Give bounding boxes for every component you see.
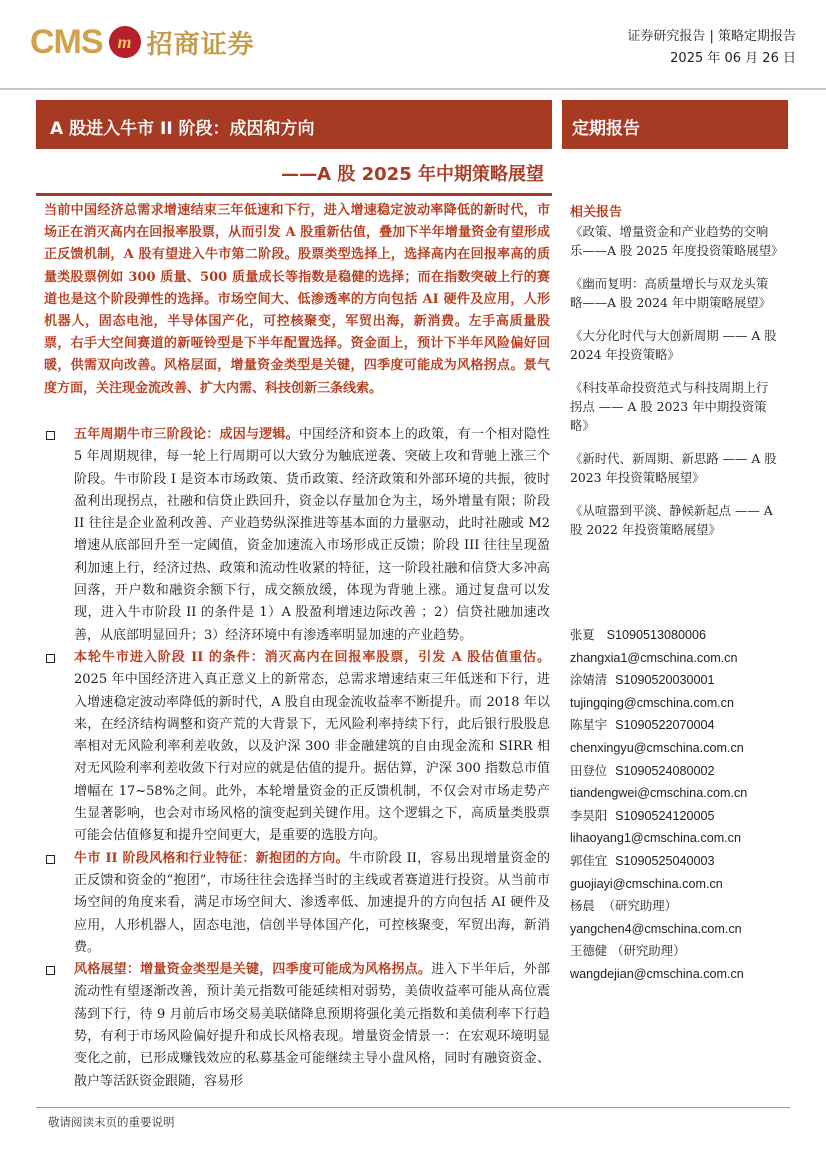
related-report-link[interactable]: 《科技革命投资范式与科技周期上行拐点 —— A 股 2023 年中期投资策略》 [570, 380, 769, 433]
header-divider [0, 88, 826, 90]
report-type: 证券研究报告 | 策略定期报告 [627, 29, 796, 44]
bullet-item [44, 848, 550, 959]
analyst-row [570, 805, 790, 828]
analyst-name: 张夏 [570, 627, 595, 642]
analyst-id: S1090525040003 [615, 853, 715, 868]
bullet-list [44, 424, 550, 1093]
analyst-name: 陈星宇 [570, 717, 608, 733]
analyst-email[interactable]: wangdejian@cmschina.com.cn [570, 966, 744, 981]
bullet-lead: 牛市 II 阶段风格和行业特征：新抱团的方向。 [74, 850, 349, 866]
analyst-list [570, 624, 790, 986]
analyst-email[interactable]: tiandengwei@cmschina.com.cn [570, 786, 748, 801]
analyst-role: （研究助理） [611, 943, 686, 959]
analyst-email[interactable]: tujingqing@cmschina.com.cn [570, 695, 734, 710]
analyst-name: 李昊阳 [570, 807, 608, 823]
analyst-name: 郭佳宜 [570, 852, 608, 868]
bullet-lead: 本轮牛市进入阶段 II 的条件：消灭高内在回报率股票，引发 A 股估值重估。 [74, 649, 550, 665]
analyst-id: S1090524080002 [615, 763, 715, 778]
related-reports-title: 相关报告 [570, 205, 623, 220]
analyst-id: S1090513080006 [606, 628, 707, 642]
checkbox-bullet-icon [46, 855, 55, 864]
analyst-email[interactable]: zhangxia1@cmschina.com.cn [570, 650, 738, 665]
bullet-item [44, 647, 550, 848]
bullet-lead: 五年周期牛市三阶段论：成因与逻辑。 [74, 427, 299, 442]
logo-cms-text: CMS [30, 22, 103, 61]
bullet-lead: 风格展望：增量资金类型是关键，四季度可能成为风格拐点。 [74, 962, 432, 978]
bullet-body: 进入下半年后，外部流动性有望逐渐改善，预计美元指数可能延续相对弱势，美债收益率可能从高位震荡到下行，待 9 月前后市场交易美联储降息预期将强化美元指数和美债利率下行趋势，有利于市场风险偏好提升和成长风格表现。增量资金情景一：在宏观环境明显变化之前，已形成赚钱效应的私募基金可能继续主导小盘风格，同时有融资资金、散户等活跃资金跟随，容易形 [74, 962, 550, 1089]
analyst-name: 田登位 [570, 762, 608, 778]
related-report-link[interactable]: 《新时代、新周期、新思路 —— A 股 2023 年投资策略展望》 [570, 451, 777, 485]
related-reports-list [570, 222, 784, 553]
bullet-item [44, 424, 550, 647]
analyst-row [570, 940, 790, 963]
analyst-id: S1090524120005 [615, 808, 715, 823]
page-subtitle: ——A 股 2025 年中期策略展望 [281, 164, 544, 185]
summary-paragraph: 当前中国经济总需求增速结束三年低速和下行，进入增速稳定波动率降低的新时代，市场正在消灭高内在回报率股票，从而引发 A 股重新估值，叠加下半年增量资金有望形成正反馈机制，A 股有望进入牛市第二阶段。股票类型选择上，选择高内在回报率高的质量类股票例如 300 质量、500 质量成长等指数是稳健的选择；而在指数突破上行的赛道也是这个阶段弹性的选择。市场空间大、低渗透率的方向包括 AI 硬件及应用，人形机器人，固态电池，半导体国产化，可控核聚变，军贸出海，新消费。左手高质量股票，右手大空间赛道的新哑铃型是下半年配置选择。资金面上，预计下半年风险偏好回暖，供需双向改善。风格层面，增量资金类型是关键，四季度可能成为风格拐点。景气度方面，关注现金流改善、扩大内需、科技创新三条线索。 [44, 203, 550, 396]
title-bar [36, 100, 552, 149]
analyst-name: 杨晨 [570, 898, 595, 914]
related-report-link[interactable]: 《政策、增量资金和产业趋势的交响乐——A 股 2025 年度投资策略展望》 [570, 224, 784, 258]
analyst-name: 涂婧清 [570, 672, 608, 688]
bullet-body: 牛市阶段 II，容易出现增量资金的正反馈和资金的“抱团”，市场往往会选择当时的主线或者赛道进行投资。从当前市场空间的角度来看，满足市场空间大、渗透率低、加速提升的方向包括 AI 硬件及应用，人形机器人，固态电池，信创半导体国产化，可控核聚变，军贸出海，新消费。 [74, 850, 551, 955]
analyst-row [570, 895, 790, 918]
company-logo [30, 20, 255, 64]
logo-mark-icon: m [109, 26, 141, 58]
checkbox-bullet-icon [46, 966, 55, 975]
analyst-row [570, 850, 790, 873]
analyst-email[interactable]: chenxingyu@cmschina.com.cn [570, 740, 744, 755]
footer-note: 敬请阅读末页的重要说明 [48, 1115, 175, 1129]
logo-cn-text: 招商证券 [146, 29, 255, 60]
title-divider [36, 193, 552, 196]
page-title: A 股进入牛市 II 阶段：成因和方向 [50, 119, 315, 139]
analyst-id: S1090522070004 [615, 718, 715, 733]
related-report-link[interactable]: 《大分化时代与大创新周期 —— A 股 2024 年投资策略》 [570, 328, 777, 362]
analyst-row [570, 624, 790, 647]
analyst-email[interactable]: yangchen4@cmschina.com.cn [570, 921, 742, 936]
sidebar-label: 定期报告 [572, 119, 640, 139]
bullet-item [44, 959, 550, 1093]
checkbox-bullet-icon [46, 431, 55, 440]
analyst-row [570, 669, 790, 692]
analyst-name: 王德健 [570, 943, 608, 959]
analyst-row [570, 760, 790, 783]
analyst-row [570, 714, 790, 737]
analyst-email[interactable]: guojiayi@cmschina.com.cn [570, 876, 723, 891]
report-date: 2025 年 06 月 26 日 [670, 51, 796, 66]
footer-divider [36, 1107, 790, 1108]
bullet-body: 2025 年中国经济进入真正意义上的新常态，总需求增速结束三年低迷和下行，进入增速稳定波动率降低的新时代，A 股自由现金流收益率不断提升。而 2018 年以来，在经济结构调整和资产荒的大背景下，无风险利率持续下行，此后银行股股息率相对无风险利率利差收敛，以及沪深 300 非金融建筑的自由现金流和 SIRR 相对无风险利率利差收敛下行对应的就是估值的提升。据估算，沪深 300 指数总市值增幅在 17~58%之间。此外，本轮增量资金的正反馈机制，不仅会对市场走势产生显著影响，也会对市场风格的演变起到关键作用。这个逻辑之下，高质量类股票可能会估值修复和提升空间更大，是重要的选股方向。 [74, 672, 551, 844]
bullet-body: 中国经济和资本上的政策，有一个相对隐性 5 年周期规律，每一轮上行周期可以大致分为触底逆袭、突破上攻和背驰上涨三个阶段。牛市阶段 I 是资本市场政策、货币政策、经济政策和外部环境的共振，彼时盈利出现拐点，社融和信贷止跌回升，资金以存量加仓为主，场外增量有限；阶段 II 往往是企业盈利改善、产业趋势纵深推进等基本面的力量驱动，此时社融或 M2 增速从底部回升至一定阈值，资金加速流入市场形成正反馈；阶段 III 往往呈现盈利加速上行，经济过热、政策和流动性收紧的特征，这一阶段社融和信贷大多冲高回落，开户数和融资余额下行，成交额放缓，体现为背驰上涨。通过复盘可以发现，进入牛市阶段 II 的条件是 1）A 股盈利增速边际改善 ；2）信贷社融加速改善，从底部明显回升；3）经济环境中有渗透率明显加速的产业趋势。 [74, 427, 550, 643]
related-report-link[interactable]: 《从喧嚣到平淡、静候新起点 —— A 股 2022 年投资策略展望》 [570, 503, 773, 537]
analyst-id: S1090520030001 [615, 673, 715, 688]
related-report-link[interactable]: 《幽而复明：高质量增长与双龙头策略——A 股 2024 年中期策略展望》 [570, 276, 771, 310]
header-info [627, 26, 796, 70]
analyst-role: （研究助理） [602, 898, 678, 914]
sidebar-label-bar [562, 100, 788, 149]
checkbox-bullet-icon [46, 654, 55, 663]
analyst-email[interactable]: lihaoyang1@cmschina.com.cn [570, 831, 741, 846]
